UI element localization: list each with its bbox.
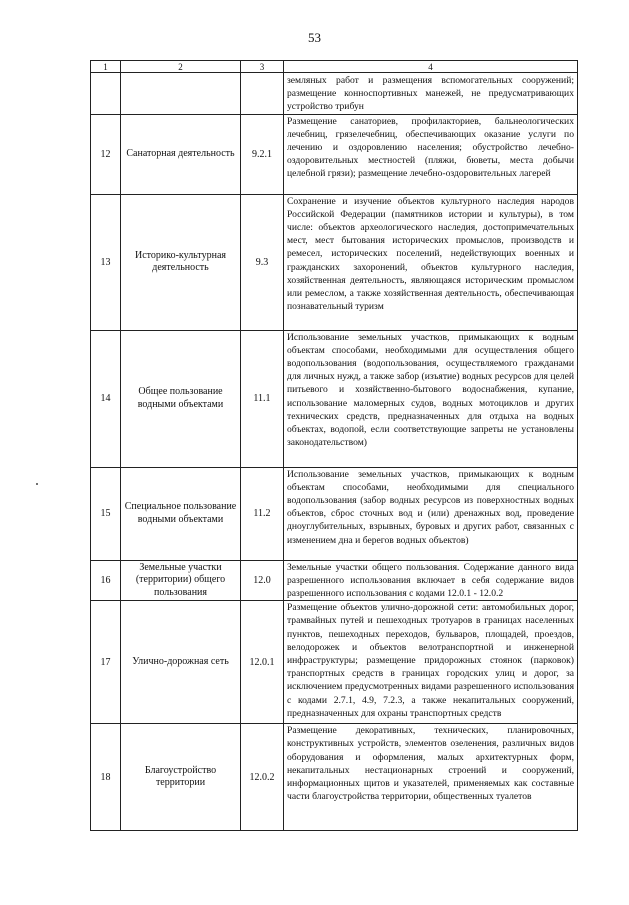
row-number: 13 <box>91 194 121 330</box>
use-type-description: Сохранение и изучение объектов культурного наследия народов Российской Федерации (памятников истории и культуры), в том числе: объектов археологического наследия, достопримечательных мест, мест бытования исторических промыслов, производств и ремесел, исторических поселений, недействующих военных и гражданских захоронений, объектов культурного наследия, хозяйственная деятельность, являющаяся историческим промыслом или ремеслом, а также хозяйственная деятельность, обеспечивающая познавательный туризм <box>284 194 578 330</box>
use-type-code: 11.1 <box>241 330 284 467</box>
use-type-code: 12.0 <box>241 560 284 601</box>
use-type-code: 9.3 <box>241 194 284 330</box>
use-type-description: Размещение объектов улично-дорожной сети: автомобильных дорог, трамвайных путей и пешеходных тротуаров в границах населенных пунктов, пешеходных переходов, бульваров, площадей, проездов, велодорожек и объектов велотранспортной и инженерной инфраструктуры; размещение придорожных стоянок (парковок) транспортных средств в границах городских улиц и дорог, за исключением предусмотренных видами разрешенного использования с кодами 2.7.1, 4.9, 7.2.3, а также некапитальных сооружений, предназначенных для охраны транспортных средств <box>284 601 578 724</box>
header-col-2: 2 <box>121 61 241 73</box>
table-row <box>91 330 578 467</box>
table-row <box>91 724 578 831</box>
use-type-name: Улично-дорожная сеть <box>121 601 241 724</box>
row-number: 18 <box>91 724 121 831</box>
header-col-1: 1 <box>91 61 121 73</box>
table-row <box>91 467 578 560</box>
use-type-name: Историко-культурная деятельность <box>121 194 241 330</box>
table-row <box>91 114 578 194</box>
use-type-code: 9.2.1 <box>241 114 284 194</box>
table-header-row <box>91 61 578 73</box>
table-row-continuation <box>91 73 578 115</box>
use-type-code: 12.0.2 <box>241 724 284 831</box>
scan-speck <box>36 483 38 485</box>
use-type-name: Земельные участки (территории) общего пользования <box>121 560 241 601</box>
use-type-description: Земельные участки общего пользования. Содержание данного вида разрешенного использования включает в себя содержание видов разрешенного использования с кодами 12.0.1 - 12.0.2 <box>284 560 578 601</box>
row-number: 15 <box>91 467 121 560</box>
header-col-3: 3 <box>241 61 284 73</box>
row-number: 14 <box>91 330 121 467</box>
table-row <box>91 601 578 724</box>
use-type-name: Специальное пользование водными объектами <box>121 467 241 560</box>
use-type-name: Санаторная деятельность <box>121 114 241 194</box>
row-number: 12 <box>91 114 121 194</box>
use-type-description: Размещение декоративных, технических, планировочных, конструктивных устройств, элементов озеленения, различных видов оборудования и оформления, малых архитектурных форм, некапитальных нестационарных строений и сооружений, информационных щитов и указателей, применяемых как составные части благоустройства территории, общественных туалетов <box>284 724 578 831</box>
use-type-description: Использование земельных участков, примыкающих к водным объектам способами, необходимыми для осуществления общего водопользования (водопользования, осуществляемого гражданами для личных нужд, а также забор (изъятие) водных ресурсов для целей питьевого и хозяйственно-бытового водоснабжения, купание, использование маломерных судов, водных мотоциклов и других технических средств, предназначенных для отдыха на водных объектах, водопой, если соответствующие запреты не установлены законодательством) <box>284 330 578 467</box>
use-type-code: 12.0.1 <box>241 601 284 724</box>
use-type-description: Использование земельных участков, примыкающих к водным объектам способами, необходимыми для специального водопользования (забор водных ресурсов из поверхностных водных объектов, сброс сточных вод и (или) дренажных вод, проведение дноуглубительных, взрывных, буровых и других работ, связанных с изменением дна и берегов водных объектов) <box>284 467 578 560</box>
table-row <box>91 194 578 330</box>
row-number: 17 <box>91 601 121 724</box>
use-type-description: Размещение санаториев, профилакториев, бальнеологических лечебниц, грязелечебниц, обеспечивающих оказание услуги по лечению и оздоровлению населения; обустройство лечебно-оздоровительных местностей (пляжи, бюветы, места добычи целебной грязи); размещение лечебно-оздоровительных лагерей <box>284 114 578 194</box>
row-number: 16 <box>91 560 121 601</box>
table-row <box>91 560 578 601</box>
use-type-name: Общее пользование водными объектами <box>121 330 241 467</box>
use-type-code: 11.2 <box>241 467 284 560</box>
use-type-name: Благоустройство территории <box>121 724 241 831</box>
page-number: 53 <box>308 30 321 45</box>
continuation-description: земляных работ и размещения вспомогательных сооружений; размещение конноспортивных манежей, не предусматривающих устройство трибун <box>284 73 578 115</box>
land-use-table <box>90 60 578 831</box>
header-col-4: 4 <box>284 61 578 73</box>
